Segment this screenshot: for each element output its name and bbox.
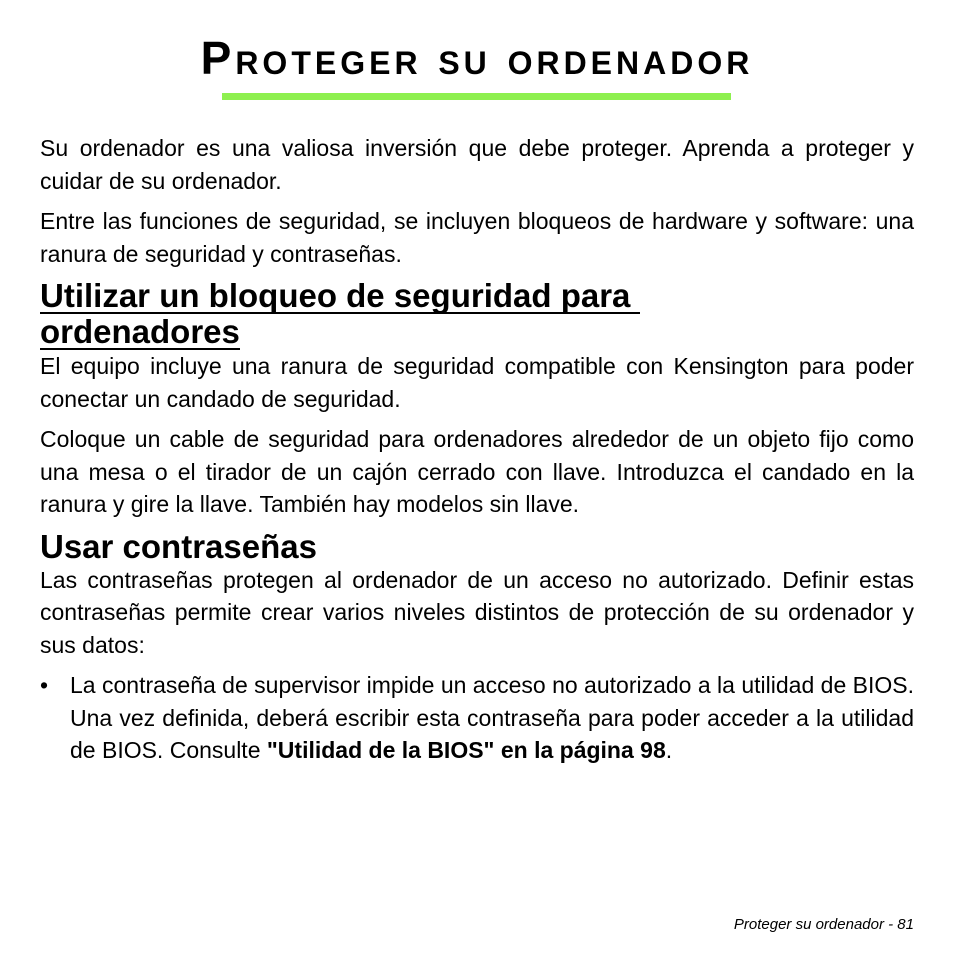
heading-passwords (40, 529, 914, 564)
list-item (40, 669, 914, 767)
page-footer: Proteger su ordenador - 81 (733, 916, 914, 933)
page-content (40, 132, 914, 767)
heading-passwords-text: Usar contraseñas (40, 527, 317, 565)
page-title: Proteger su ordenador (200, 32, 754, 84)
title-underline-bar (222, 93, 731, 100)
bullet-marker: • (40, 672, 49, 698)
bullet-text-after: . (665, 737, 673, 763)
passwords-bullet-list (40, 669, 914, 767)
passwords-paragraph-1: Las contraseñas protegen al ordenador de un acceso no autorizado. Definir estas contraseñas permite crear varios niveles distintos de protección de su ordenador y sus datos: (40, 566, 914, 658)
heading-security-lock (40, 278, 914, 350)
intro-paragraph-1: Su ordenador es una valiosa inversión que debe proteger. Aprenda a proteger y cuidar de su ordenador. (40, 135, 914, 194)
bullet-text-before: La contraseña de supervisor impide un acceso no autorizado a la utilidad de BIOS. Una vez definida, deberá escribir esta contraseña para poder acceder a la utilidad de BIOS. Consulte (70, 672, 914, 763)
lock-paragraph-1: El equipo incluye una ranura de seguridad compatible con Kensington para poder conectar un candado de seguridad. (40, 353, 914, 412)
bios-cross-reference-link[interactable]: "Utilidad de la BIOS" en la página 98 (266, 737, 666, 763)
heading-security-lock-line2: ordenadores (40, 313, 240, 350)
lock-paragraph-2: Coloque un cable de seguridad para ordenadores alrededor de un objeto fijo como una mesa o el tirador de un cajón cerrado con llave. Introduzca el candado en la ranura y gire la llave. También hay modelos sin llave. (40, 426, 914, 517)
heading-security-lock-line1: Utilizar un bloqueo de seguridad para (40, 279, 640, 314)
intro-paragraph-2: Entre las funciones de seguridad, se incluyen bloqueos de hardware y software: una ranura de seguridad y contraseñas. (40, 208, 914, 267)
